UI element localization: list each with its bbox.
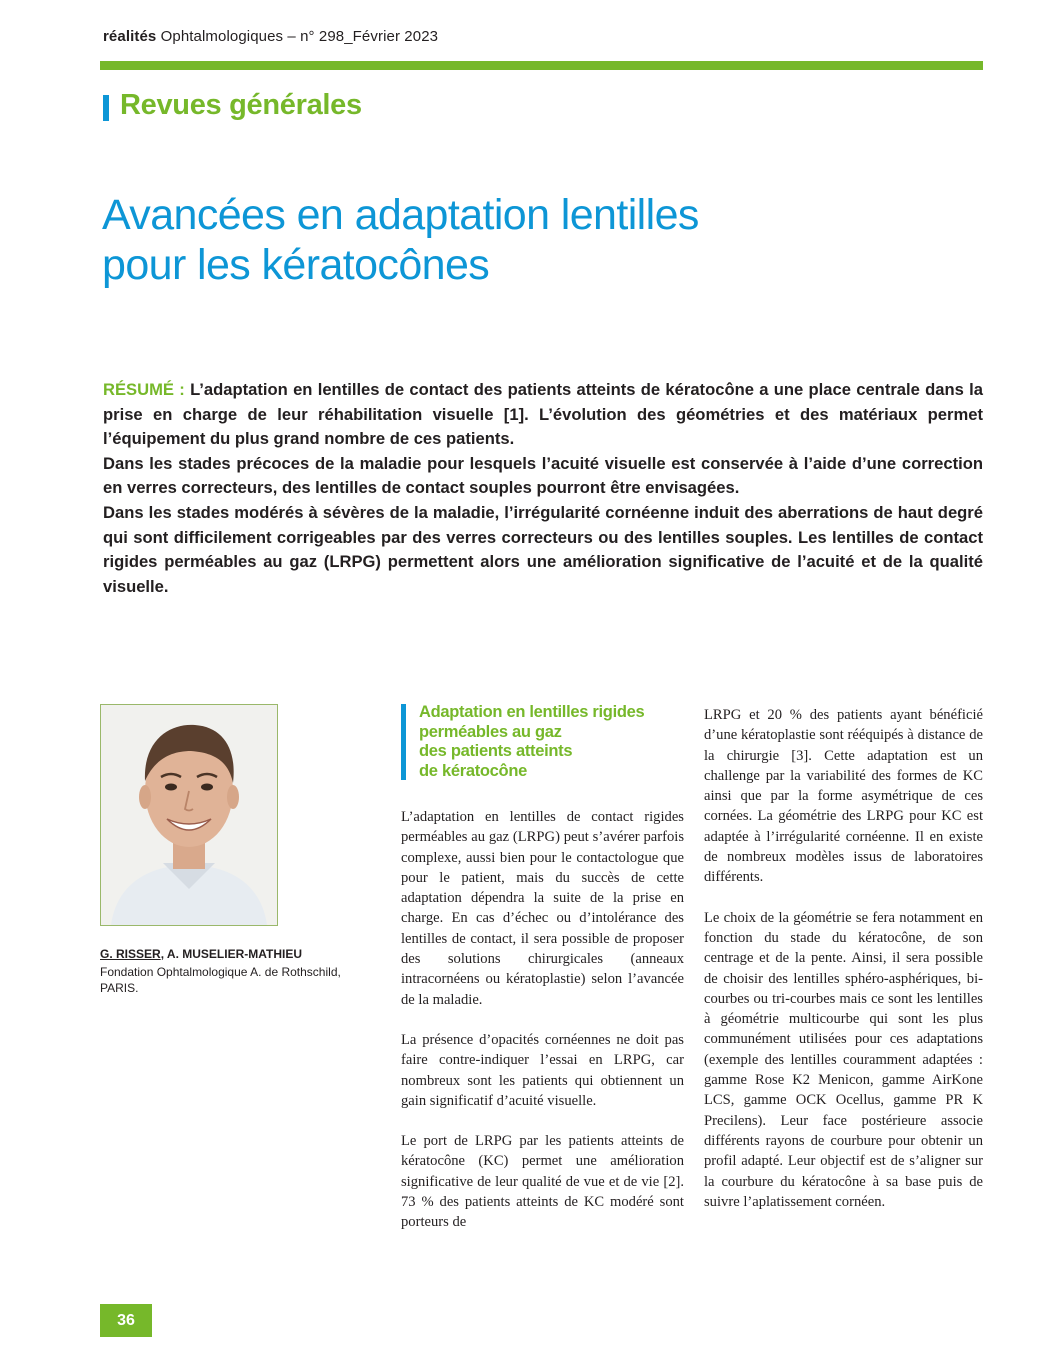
abstract-paragraph-3: Dans les stades modérés à sévères de la maladie, l’irrégularité cornéenne induit des aberrations de haut degré qui sont difficilement corrigeables par des verres correcteurs ou des lentilles souples. Les lentilles de contact rigides perméables au gaz (LRPG) permettent alors une amélioration significative de l’acuité et de la qualité visuelle. [103, 502, 983, 596]
section-title: Revues générales [120, 89, 362, 121]
page-number: 36 [100, 1304, 152, 1337]
article-title [102, 190, 962, 290]
author-1: G. RISSER [100, 947, 161, 961]
journal-header [103, 28, 438, 45]
body-column-2 [704, 705, 983, 1232]
subheading [419, 703, 689, 781]
affiliation-line-2: PARIS. [100, 981, 139, 995]
author-2: A. MUSELIER-MATHIEU [166, 947, 303, 961]
subheading-marker [401, 704, 406, 780]
affiliation-line-1: Fondation Ophtalmologique A. de Rothschild, [100, 965, 341, 979]
journal-issue: Ophtalmologiques – n° 298_Février 2023 [156, 28, 439, 45]
subheading-line-3: des patients atteints [419, 742, 573, 760]
abstract-label: RÉSUMÉ : [103, 380, 185, 399]
journal-brand: réalités [103, 28, 157, 45]
abstract [103, 378, 983, 599]
subheading-line-1: Adaptation en lentilles rigides [419, 703, 645, 721]
article-title-line-1: Avancées en adaptation lentilles [102, 191, 699, 239]
authors [100, 947, 302, 961]
body-paragraph: L’adaptation en lentilles de contact rigides perméables au gaz (LRPG) peut s’avérer parfois complexe, aussi bien pour le contactologue que pour le patient, mais du succès de cette adaptation dépendra la suite de la prise en charge. En cas d’échec ou d’intolérance des lentilles de contact, il sera possible de proposer des solutions chirurgicales (anneaux intracornéens ou kératoplastie) selon l’avancée de la maladie. [401, 809, 684, 1008]
subheading-line-4: de kératocône [419, 761, 527, 780]
body-paragraph: Le port de LRPG par les patients atteints de kératocône (KC) permet une amélioration significative de leur qualité de vue et de vie [2]. 73 % des patients atteints de KC modéré sont porteurs de [401, 1133, 684, 1231]
section-marker [103, 95, 109, 121]
body-paragraph: La présence d’opacités cornéennes ne doit pas faire contre-indiquer l’essai en LRPG, car nombreux sont les patients qui obtiennent un gain significatif d’acuité visuelle. [401, 1031, 684, 1109]
abstract-paragraph-1 [103, 378, 983, 452]
author-photo [100, 704, 278, 926]
subheading-line-2: perméables au gaz [419, 722, 562, 741]
author-separator: , [160, 947, 167, 961]
abstract-paragraph-2: Dans les stades précoces de la maladie pour lesquels l’acuité visuelle est conservée à l’aide d’une correction en verres correcteurs, des lentilles de contact souples pourront être envisagées. [103, 453, 983, 498]
body-paragraph: Le choix de la géométrie se fera notamment en fonction du stade du kératocône, de son centrage et de la pente. Ainsi, il sera possible de choisir des lentilles sphéro-asphériques, bi-courbes ou tri-courbes mais ce sont les lentilles à géométrie multicourbe qui sont les plus communément utilisées pour ces adaptations (exemple des lentilles couramment adaptées : gamme Rose K2 Menicon, gamme AirKone LCS, gamme OCK Ocellus, gamme PR K Precilens). Leur face postérieure associe différents rayons de courbure pour obtenir un profil adapté. Leur objectif est de s’aligner sur la courbure du kératocône à sa base puis de suivre l’aplatissement cornéen. [704, 909, 983, 1210]
header-rule [100, 61, 983, 70]
body-paragraph: LRPG et 20 % des patients ayant bénéficié d’une kératoplastie sont rééquipés à distance de la chirurgie [3]. Cette adaptation est un challenge par la variabilité des formes de KC ainsi que par la forme asymétrique de ces cornées. La géométrie des LRPG pour KC est adaptée à l’irrégularité cornéenne. Il en existe de nombreux modèles issus de laboratoires différents. [704, 707, 983, 886]
affiliation [100, 964, 360, 996]
article-title-line-2: pour les kératocônes [102, 241, 490, 289]
abstract-text-1: L’adaptation en lentilles de contact des patients atteints de kératocône a une place centrale dans la prise en charge de leur réhabilitation visuelle [1]. L’évolution des géométries et des matériaux permet l’équipement du plus grand nombre de ces patients. [103, 380, 983, 449]
body-column-1 [401, 807, 684, 1253]
